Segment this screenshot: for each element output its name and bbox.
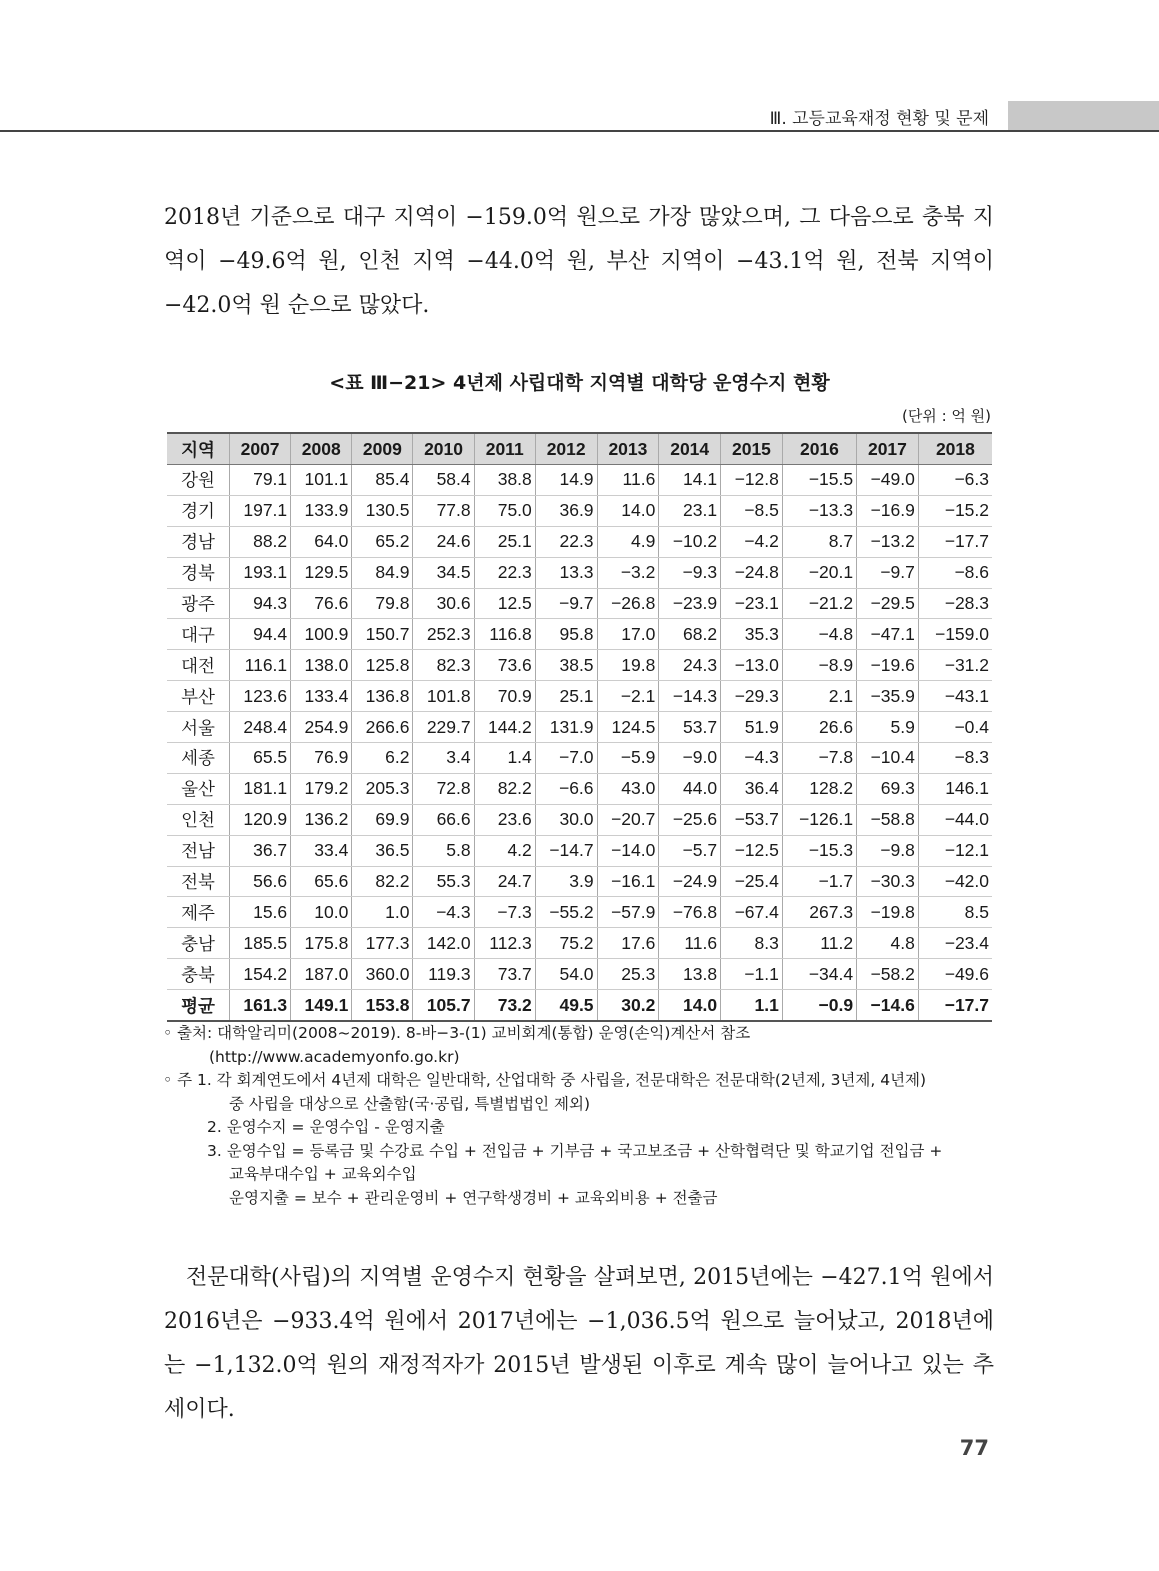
value-cell: 79.8 (352, 588, 413, 619)
note-3-expense: 운영지출 = 보수 + 관리운영비 + 연구학생경비 + 교육외비용 + 전출금 (229, 1188, 718, 1207)
header-year: 2014 (659, 433, 721, 465)
region-cell: 제주 (167, 897, 230, 928)
table-row (167, 959, 992, 990)
table-row (167, 681, 992, 712)
value-cell: 129.5 (291, 557, 352, 588)
value-cell: 8.5 (918, 897, 992, 928)
value-cell: −24.9 (659, 866, 721, 897)
value-cell: 36.9 (535, 495, 597, 526)
value-cell: 75.2 (535, 928, 597, 959)
value-cell: 100.9 (291, 619, 352, 650)
value-cell: −17.7 (918, 526, 992, 557)
value-cell: 11.2 (782, 928, 856, 959)
region-cell: 충남 (167, 928, 230, 959)
intro-paragraph: 2018년 기준으로 대구 지역이 −159.0억 원으로 가장 많았으며, 그 다음으로 충북 지역이 −49.6억 원, 인천 지역 −44.0억 원, 부산 지역이 −43.1억 원, 전북 지역이 −42.0억 원 순으로 많았다. (164, 205, 994, 318)
value-cell: −31.2 (918, 650, 992, 681)
table-row (167, 465, 992, 496)
value-cell: −26.8 (597, 588, 659, 619)
value-cell: 144.2 (474, 712, 535, 743)
region-cell: 광주 (167, 588, 230, 619)
value-cell: −44.0 (918, 804, 992, 835)
value-cell: −14.3 (659, 681, 721, 712)
value-cell: −4.2 (721, 526, 783, 557)
value-cell: −4.8 (782, 619, 856, 650)
value-cell: 35.3 (721, 619, 783, 650)
table-row (167, 743, 992, 774)
region-cell: 대전 (167, 650, 230, 681)
value-cell: 181.1 (230, 773, 291, 804)
value-cell: −17.7 (918, 990, 992, 1021)
table-row (167, 712, 992, 743)
table-title: <표 Ⅲ−21> 4년제 사립대학 지역별 대학당 운영수지 현황 (329, 372, 830, 394)
value-cell: 94.4 (230, 619, 291, 650)
value-cell: 133.4 (291, 681, 352, 712)
chapter-header: Ⅲ. 고등교육재정 현황 및 문제 (769, 109, 989, 129)
value-cell: 11.6 (597, 465, 659, 496)
value-cell: 1.4 (474, 743, 535, 774)
value-cell: 14.0 (659, 990, 721, 1021)
value-cell: −28.3 (918, 588, 992, 619)
value-cell: −9.8 (857, 835, 919, 866)
value-cell: −20.7 (597, 804, 659, 835)
value-cell: −49.6 (918, 959, 992, 990)
value-cell: 79.1 (230, 465, 291, 496)
value-cell: −19.8 (857, 897, 919, 928)
value-cell: −14.7 (535, 835, 597, 866)
value-cell: 77.8 (413, 495, 474, 526)
value-cell: 85.4 (352, 465, 413, 496)
table-row (167, 526, 992, 557)
value-cell: 69.3 (857, 773, 919, 804)
region-cell: 경북 (167, 557, 230, 588)
value-cell: 105.7 (413, 990, 474, 1021)
region-cell: 서울 (167, 712, 230, 743)
operating-balance-table (167, 432, 992, 1022)
value-cell: 72.8 (413, 773, 474, 804)
value-cell: 175.8 (291, 928, 352, 959)
header-year: 2011 (474, 433, 535, 465)
value-cell: 95.8 (535, 619, 597, 650)
value-cell: 101.1 (291, 465, 352, 496)
region-cell: 충북 (167, 959, 230, 990)
value-cell: 70.9 (474, 681, 535, 712)
value-cell: −57.9 (597, 897, 659, 928)
value-cell: −0.9 (782, 990, 856, 1021)
value-cell: 161.3 (230, 990, 291, 1021)
region-cell: 전남 (167, 835, 230, 866)
value-cell: 146.1 (918, 773, 992, 804)
value-cell: 119.3 (413, 959, 474, 990)
value-cell: −8.5 (721, 495, 783, 526)
source-note: ◦ 출처: 대학알리미(2008~2019). 8-바−3-(1) 교비회계(통합) 운영(손익)계산서 참조 (163, 1024, 751, 1042)
header-year: 2018 (918, 433, 992, 465)
value-cell: 76.6 (291, 588, 352, 619)
table-row (167, 619, 992, 650)
value-cell: −42.0 (918, 866, 992, 897)
value-cell: 88.2 (230, 526, 291, 557)
value-cell: −7.8 (782, 743, 856, 774)
note-1-cont: 중 사립을 대상으로 산출함(국·공립, 특별법법인 제외) (229, 1094, 591, 1113)
value-cell: 73.6 (474, 650, 535, 681)
value-cell: 24.3 (659, 650, 721, 681)
value-cell: 187.0 (291, 959, 352, 990)
value-cell: −34.4 (782, 959, 856, 990)
value-cell: −2.1 (597, 681, 659, 712)
value-cell: −58.8 (857, 804, 919, 835)
value-cell: 116.1 (230, 650, 291, 681)
table-row (167, 866, 992, 897)
value-cell: 5.8 (413, 835, 474, 866)
value-cell: 136.8 (352, 681, 413, 712)
value-cell: 38.8 (474, 465, 535, 496)
region-cell: 평균 (167, 990, 230, 1021)
value-cell: 14.1 (659, 465, 721, 496)
region-cell: 강원 (167, 465, 230, 496)
value-cell: 17.6 (597, 928, 659, 959)
region-cell: 경남 (167, 526, 230, 557)
value-cell: 82.2 (474, 773, 535, 804)
value-cell: −126.1 (782, 804, 856, 835)
value-cell: 75.0 (474, 495, 535, 526)
value-cell: 68.2 (659, 619, 721, 650)
value-cell: 4.8 (857, 928, 919, 959)
source-url: (http://www.academyonfo.go.kr) (209, 1047, 460, 1066)
value-cell: 65.5 (230, 743, 291, 774)
value-cell: 3.4 (413, 743, 474, 774)
table-row (167, 588, 992, 619)
value-cell: 4.9 (597, 526, 659, 557)
value-cell: 197.1 (230, 495, 291, 526)
value-cell: −29.3 (721, 681, 783, 712)
value-cell: −12.8 (721, 465, 783, 496)
value-cell: 6.2 (352, 743, 413, 774)
header-year: 2009 (352, 433, 413, 465)
table-body (167, 465, 992, 1022)
value-cell: 25.1 (474, 526, 535, 557)
table-row (167, 650, 992, 681)
value-cell: −30.3 (857, 866, 919, 897)
value-cell: −19.6 (857, 650, 919, 681)
value-cell: 14.9 (535, 465, 597, 496)
value-cell: 120.9 (230, 804, 291, 835)
header-year: 2015 (721, 433, 783, 465)
region-cell: 경기 (167, 495, 230, 526)
region-cell: 부산 (167, 681, 230, 712)
region-cell: 인천 (167, 804, 230, 835)
value-cell: −10.2 (659, 526, 721, 557)
value-cell: −21.2 (782, 588, 856, 619)
value-cell: −16.9 (857, 495, 919, 526)
value-cell: −13.3 (782, 495, 856, 526)
value-cell: −6.6 (535, 773, 597, 804)
value-cell: 30.6 (413, 588, 474, 619)
value-cell: 5.9 (857, 712, 919, 743)
value-cell: 82.3 (413, 650, 474, 681)
value-cell: 150.7 (352, 619, 413, 650)
value-cell: 49.5 (535, 990, 597, 1021)
value-cell: 8.7 (782, 526, 856, 557)
value-cell: 149.1 (291, 990, 352, 1021)
value-cell: −49.0 (857, 465, 919, 496)
value-cell: −25.6 (659, 804, 721, 835)
value-cell: 24.7 (474, 866, 535, 897)
value-cell: 30.0 (535, 804, 597, 835)
value-cell: −7.0 (535, 743, 597, 774)
value-cell: −67.4 (721, 897, 783, 928)
value-cell: 125.8 (352, 650, 413, 681)
closing-paragraph: 전문대학(사립)의 지역별 운영수지 현황을 살펴보면, 2015년에는 −427.1억 원에서 2016년은 −933.4억 원에서 2017년에는 −1,036.5억 원으로 늘어났고, 2018년에는 −1,132.0억 원의 재정적자가 2015년 발생된 이후로 계속 많이 늘어나고 있는 추세이다. (164, 1265, 994, 1422)
value-cell: −4.3 (413, 897, 474, 928)
value-cell: 128.2 (782, 773, 856, 804)
value-cell: 252.3 (413, 619, 474, 650)
value-cell: 82.2 (352, 866, 413, 897)
value-cell: 24.6 (413, 526, 474, 557)
value-cell: 17.0 (597, 619, 659, 650)
value-cell: −24.8 (721, 557, 783, 588)
note-3-cont: 교육부대수입 + 교육외수입 (229, 1165, 417, 1183)
note-1: ◦ 주 1. 각 회계연도에서 4년제 대학은 일반대학, 산업대학 중 사립을, 전문대학은 전문대학(2년제, 3년제, 4년제) (163, 1071, 927, 1089)
value-cell: 44.0 (659, 773, 721, 804)
value-cell: −25.4 (721, 866, 783, 897)
value-cell: 266.6 (352, 712, 413, 743)
value-cell: 138.0 (291, 650, 352, 681)
value-cell: −9.7 (535, 588, 597, 619)
table-notes (163, 1022, 1003, 1210)
header-bar (1008, 101, 1159, 130)
value-cell: 19.8 (597, 650, 659, 681)
header-year: 2007 (230, 433, 291, 465)
header-divider (0, 130, 1159, 132)
value-cell: −12.1 (918, 835, 992, 866)
value-cell: 3.9 (535, 866, 597, 897)
value-cell: 8.3 (721, 928, 783, 959)
value-cell: −7.3 (474, 897, 535, 928)
table-row (167, 835, 992, 866)
page-number: 77 (959, 1436, 989, 1460)
value-cell: −14.0 (597, 835, 659, 866)
value-cell: 43.0 (597, 773, 659, 804)
value-cell: 36.7 (230, 835, 291, 866)
value-cell: −23.1 (721, 588, 783, 619)
value-cell: −15.5 (782, 465, 856, 496)
header-year: 2017 (857, 433, 919, 465)
value-cell: −1.1 (721, 959, 783, 990)
value-cell: −13.0 (721, 650, 783, 681)
table-row (167, 557, 992, 588)
value-cell: 1.0 (352, 897, 413, 928)
value-cell: 65.6 (291, 866, 352, 897)
value-cell: 73.7 (474, 959, 535, 990)
header-year: 2008 (291, 433, 352, 465)
value-cell: 53.7 (659, 712, 721, 743)
value-cell: −76.8 (659, 897, 721, 928)
value-cell: 177.3 (352, 928, 413, 959)
region-cell: 대구 (167, 619, 230, 650)
value-cell: 25.3 (597, 959, 659, 990)
value-cell: 112.3 (474, 928, 535, 959)
value-cell: −12.5 (721, 835, 783, 866)
value-cell: 14.0 (597, 495, 659, 526)
value-cell: 58.4 (413, 465, 474, 496)
value-cell: −15.2 (918, 495, 992, 526)
value-cell: 23.1 (659, 495, 721, 526)
value-cell: 22.3 (535, 526, 597, 557)
value-cell: 130.5 (352, 495, 413, 526)
value-cell: −13.2 (857, 526, 919, 557)
note-3: 3. 운영수입 = 등록금 및 수강료 수입 + 전입금 + 기부금 + 국고보조금 + 산학협력단 및 학교기업 전입금 + (207, 1141, 943, 1160)
value-cell: 51.9 (721, 712, 783, 743)
table-row (167, 897, 992, 928)
table-row (167, 928, 992, 959)
value-cell: 124.5 (597, 712, 659, 743)
value-cell: 94.3 (230, 588, 291, 619)
region-cell: 세종 (167, 743, 230, 774)
value-cell: 13.8 (659, 959, 721, 990)
region-cell: 울산 (167, 773, 230, 804)
value-cell: 69.9 (352, 804, 413, 835)
value-cell: 142.0 (413, 928, 474, 959)
value-cell: 116.8 (474, 619, 535, 650)
header-year: 2010 (413, 433, 474, 465)
value-cell: 38.5 (535, 650, 597, 681)
value-cell: 2.1 (782, 681, 856, 712)
header-year: 2012 (535, 433, 597, 465)
value-cell: 36.4 (721, 773, 783, 804)
value-cell: 10.0 (291, 897, 352, 928)
value-cell: −0.4 (918, 712, 992, 743)
value-cell: −8.3 (918, 743, 992, 774)
value-cell: 34.5 (413, 557, 474, 588)
note-2: 2. 운영수지 = 운영수입 - 운영지출 (207, 1118, 445, 1136)
value-cell: −159.0 (918, 619, 992, 650)
value-cell: −8.9 (782, 650, 856, 681)
value-cell: −55.2 (535, 897, 597, 928)
value-cell: 179.2 (291, 773, 352, 804)
value-cell: 55.3 (413, 866, 474, 897)
value-cell: 56.6 (230, 866, 291, 897)
value-cell: −53.7 (721, 804, 783, 835)
value-cell: 123.6 (230, 681, 291, 712)
value-cell: 30.2 (597, 990, 659, 1021)
value-cell: 131.9 (535, 712, 597, 743)
value-cell: 66.6 (413, 804, 474, 835)
value-cell: −3.2 (597, 557, 659, 588)
value-cell: −58.2 (857, 959, 919, 990)
table-row (167, 495, 992, 526)
value-cell: 136.2 (291, 804, 352, 835)
value-cell: 254.9 (291, 712, 352, 743)
value-cell: 193.1 (230, 557, 291, 588)
header-year: 2013 (597, 433, 659, 465)
value-cell: −47.1 (857, 619, 919, 650)
value-cell: −23.9 (659, 588, 721, 619)
value-cell: −15.3 (782, 835, 856, 866)
value-cell: −16.1 (597, 866, 659, 897)
value-cell: 65.2 (352, 526, 413, 557)
value-cell: 185.5 (230, 928, 291, 959)
value-cell: 360.0 (352, 959, 413, 990)
table-row (167, 804, 992, 835)
value-cell: −35.9 (857, 681, 919, 712)
value-cell: 36.5 (352, 835, 413, 866)
value-cell: 64.0 (291, 526, 352, 557)
value-cell: −20.1 (782, 557, 856, 588)
value-cell: 73.2 (474, 990, 535, 1021)
value-cell: 22.3 (474, 557, 535, 588)
value-cell: −5.9 (597, 743, 659, 774)
value-cell: −10.4 (857, 743, 919, 774)
table-unit: (단위 : 억 원) (901, 407, 991, 425)
value-cell: −1.7 (782, 866, 856, 897)
value-cell: 33.4 (291, 835, 352, 866)
value-cell: 54.0 (535, 959, 597, 990)
header-year: 2016 (782, 433, 856, 465)
value-cell: 229.7 (413, 712, 474, 743)
value-cell: −5.7 (659, 835, 721, 866)
value-cell: 153.8 (352, 990, 413, 1021)
value-cell: −14.6 (857, 990, 919, 1021)
value-cell: 23.6 (474, 804, 535, 835)
value-cell: 4.2 (474, 835, 535, 866)
value-cell: 1.1 (721, 990, 783, 1021)
value-cell: 267.3 (782, 897, 856, 928)
value-cell: 205.3 (352, 773, 413, 804)
value-cell: 101.8 (413, 681, 474, 712)
value-cell: 25.1 (535, 681, 597, 712)
value-cell: 13.3 (535, 557, 597, 588)
average-row (167, 990, 992, 1021)
header-region: 지역 (167, 433, 230, 465)
region-cell: 전북 (167, 866, 230, 897)
value-cell: 12.5 (474, 588, 535, 619)
value-cell: 76.9 (291, 743, 352, 774)
value-cell: −29.5 (857, 588, 919, 619)
table-header-row (167, 433, 992, 465)
value-cell: −6.3 (918, 465, 992, 496)
value-cell: −9.7 (857, 557, 919, 588)
value-cell: 248.4 (230, 712, 291, 743)
value-cell: −4.3 (721, 743, 783, 774)
value-cell: 15.6 (230, 897, 291, 928)
value-cell: −9.3 (659, 557, 721, 588)
value-cell: 11.6 (659, 928, 721, 959)
value-cell: 133.9 (291, 495, 352, 526)
value-cell: 154.2 (230, 959, 291, 990)
value-cell: −43.1 (918, 681, 992, 712)
value-cell: 26.6 (782, 712, 856, 743)
table-row (167, 773, 992, 804)
value-cell: −9.0 (659, 743, 721, 774)
value-cell: 84.9 (352, 557, 413, 588)
value-cell: −23.4 (918, 928, 992, 959)
value-cell: −8.6 (918, 557, 992, 588)
